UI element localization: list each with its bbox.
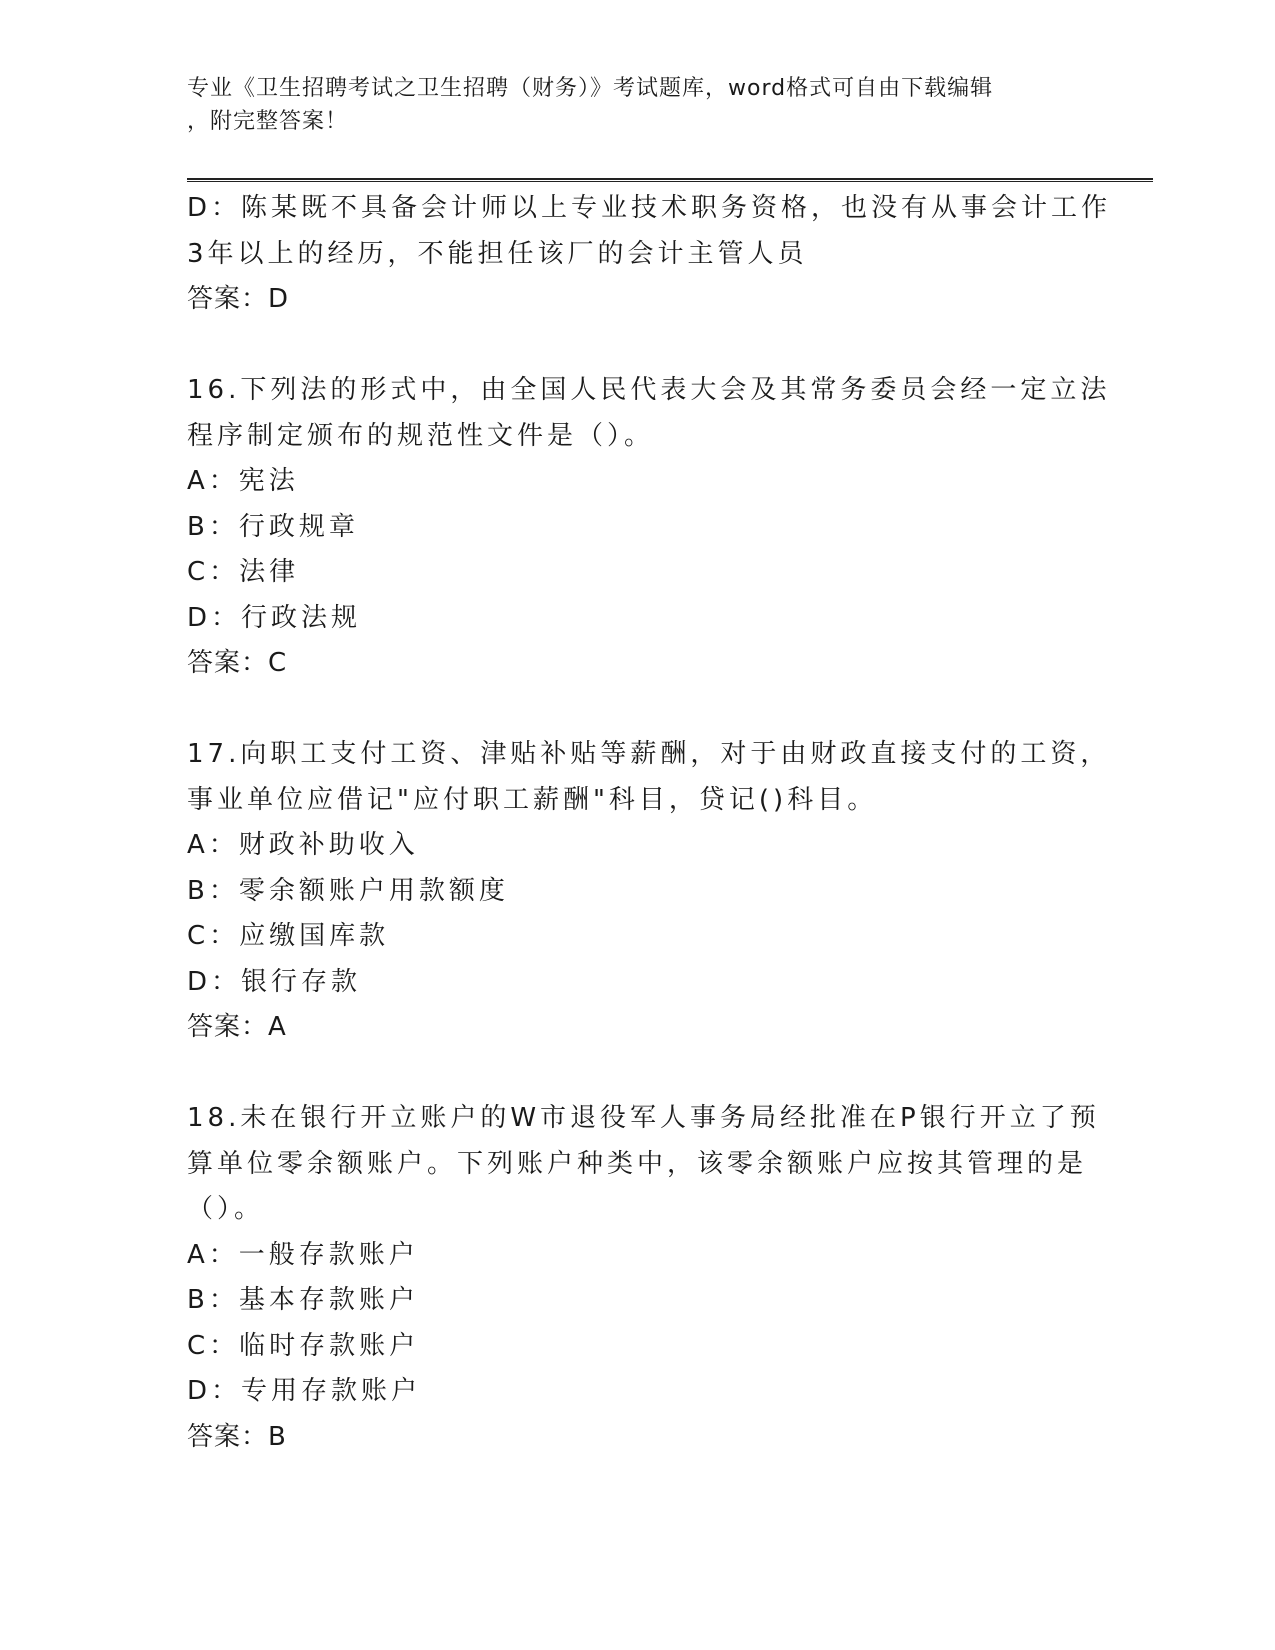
spacer — [187, 323, 1087, 369]
question-stem: 程序制定颁布的规范性文件是（）。 — [187, 420, 655, 451]
option-b: B：行政规章 — [187, 511, 359, 542]
option-a: A：一般存款账户 — [187, 1239, 419, 1270]
question-17 — [187, 732, 1111, 1051]
option-d: D：银行存款 — [187, 966, 362, 997]
header-line: 专业《卫生招聘考试之卫生招聘（财务）》考试题库，word格式可自由下载编辑 — [187, 76, 994, 101]
option-b: B：基本存款账户 — [187, 1285, 419, 1315]
option-c: C：应缴国库款 — [187, 921, 390, 951]
spacer — [187, 1051, 1087, 1097]
question-16 — [187, 368, 1111, 687]
option-a: A：宪法 — [187, 466, 299, 496]
option-b: B：零余额账户用款额度 — [187, 875, 509, 906]
question-stem: 算单位零余额账户。下列账户种类中，该零余额账户应按其管理的是 — [187, 1148, 1088, 1179]
question-stem: （）。 — [187, 1194, 265, 1224]
document-header — [187, 72, 1067, 138]
option-text: 3年以上的经历，不能担任该厂的会计主管人员 — [187, 238, 808, 269]
question-list — [187, 186, 1112, 1460]
question-stem: 17.向职工支付工资、津贴补贴等薪酬，对于由财政直接支付的工资， — [187, 739, 1111, 769]
question-stem: 事业单位应借记"应付职工薪酬"科目，贷记()科目。 — [187, 784, 878, 815]
question-stem: 16.下列法的形式中，由全国人民代表大会及其常务委员会经一定立法 — [187, 375, 1111, 405]
answer-line: 答案：D — [187, 284, 290, 314]
option-c: C：法律 — [187, 557, 300, 587]
answer-line: 答案：C — [187, 648, 288, 678]
option-c: C：临时存款账户 — [187, 1330, 420, 1361]
answer-line: 答案：A — [187, 1012, 287, 1042]
question-stem: 18.未在银行开立账户的W市退役军人事务局经批准在P银行开立了预 — [187, 1103, 1100, 1133]
option-d: D：专用存款账户 — [187, 1376, 422, 1406]
question-18 — [187, 1096, 1100, 1460]
option-text: D：陈某既不具备会计师以上专业技术职务资格，也没有从事会计工作 — [187, 193, 1112, 223]
continued-question — [187, 186, 1112, 323]
header-divider — [187, 178, 1153, 182]
answer-line: 答案：B — [187, 1421, 287, 1452]
option-a: A：财政补助收入 — [187, 830, 419, 860]
option-d: D：行政法规 — [187, 602, 362, 633]
spacer — [187, 687, 1087, 733]
header-line: ，附完整答案！ — [187, 109, 349, 134]
